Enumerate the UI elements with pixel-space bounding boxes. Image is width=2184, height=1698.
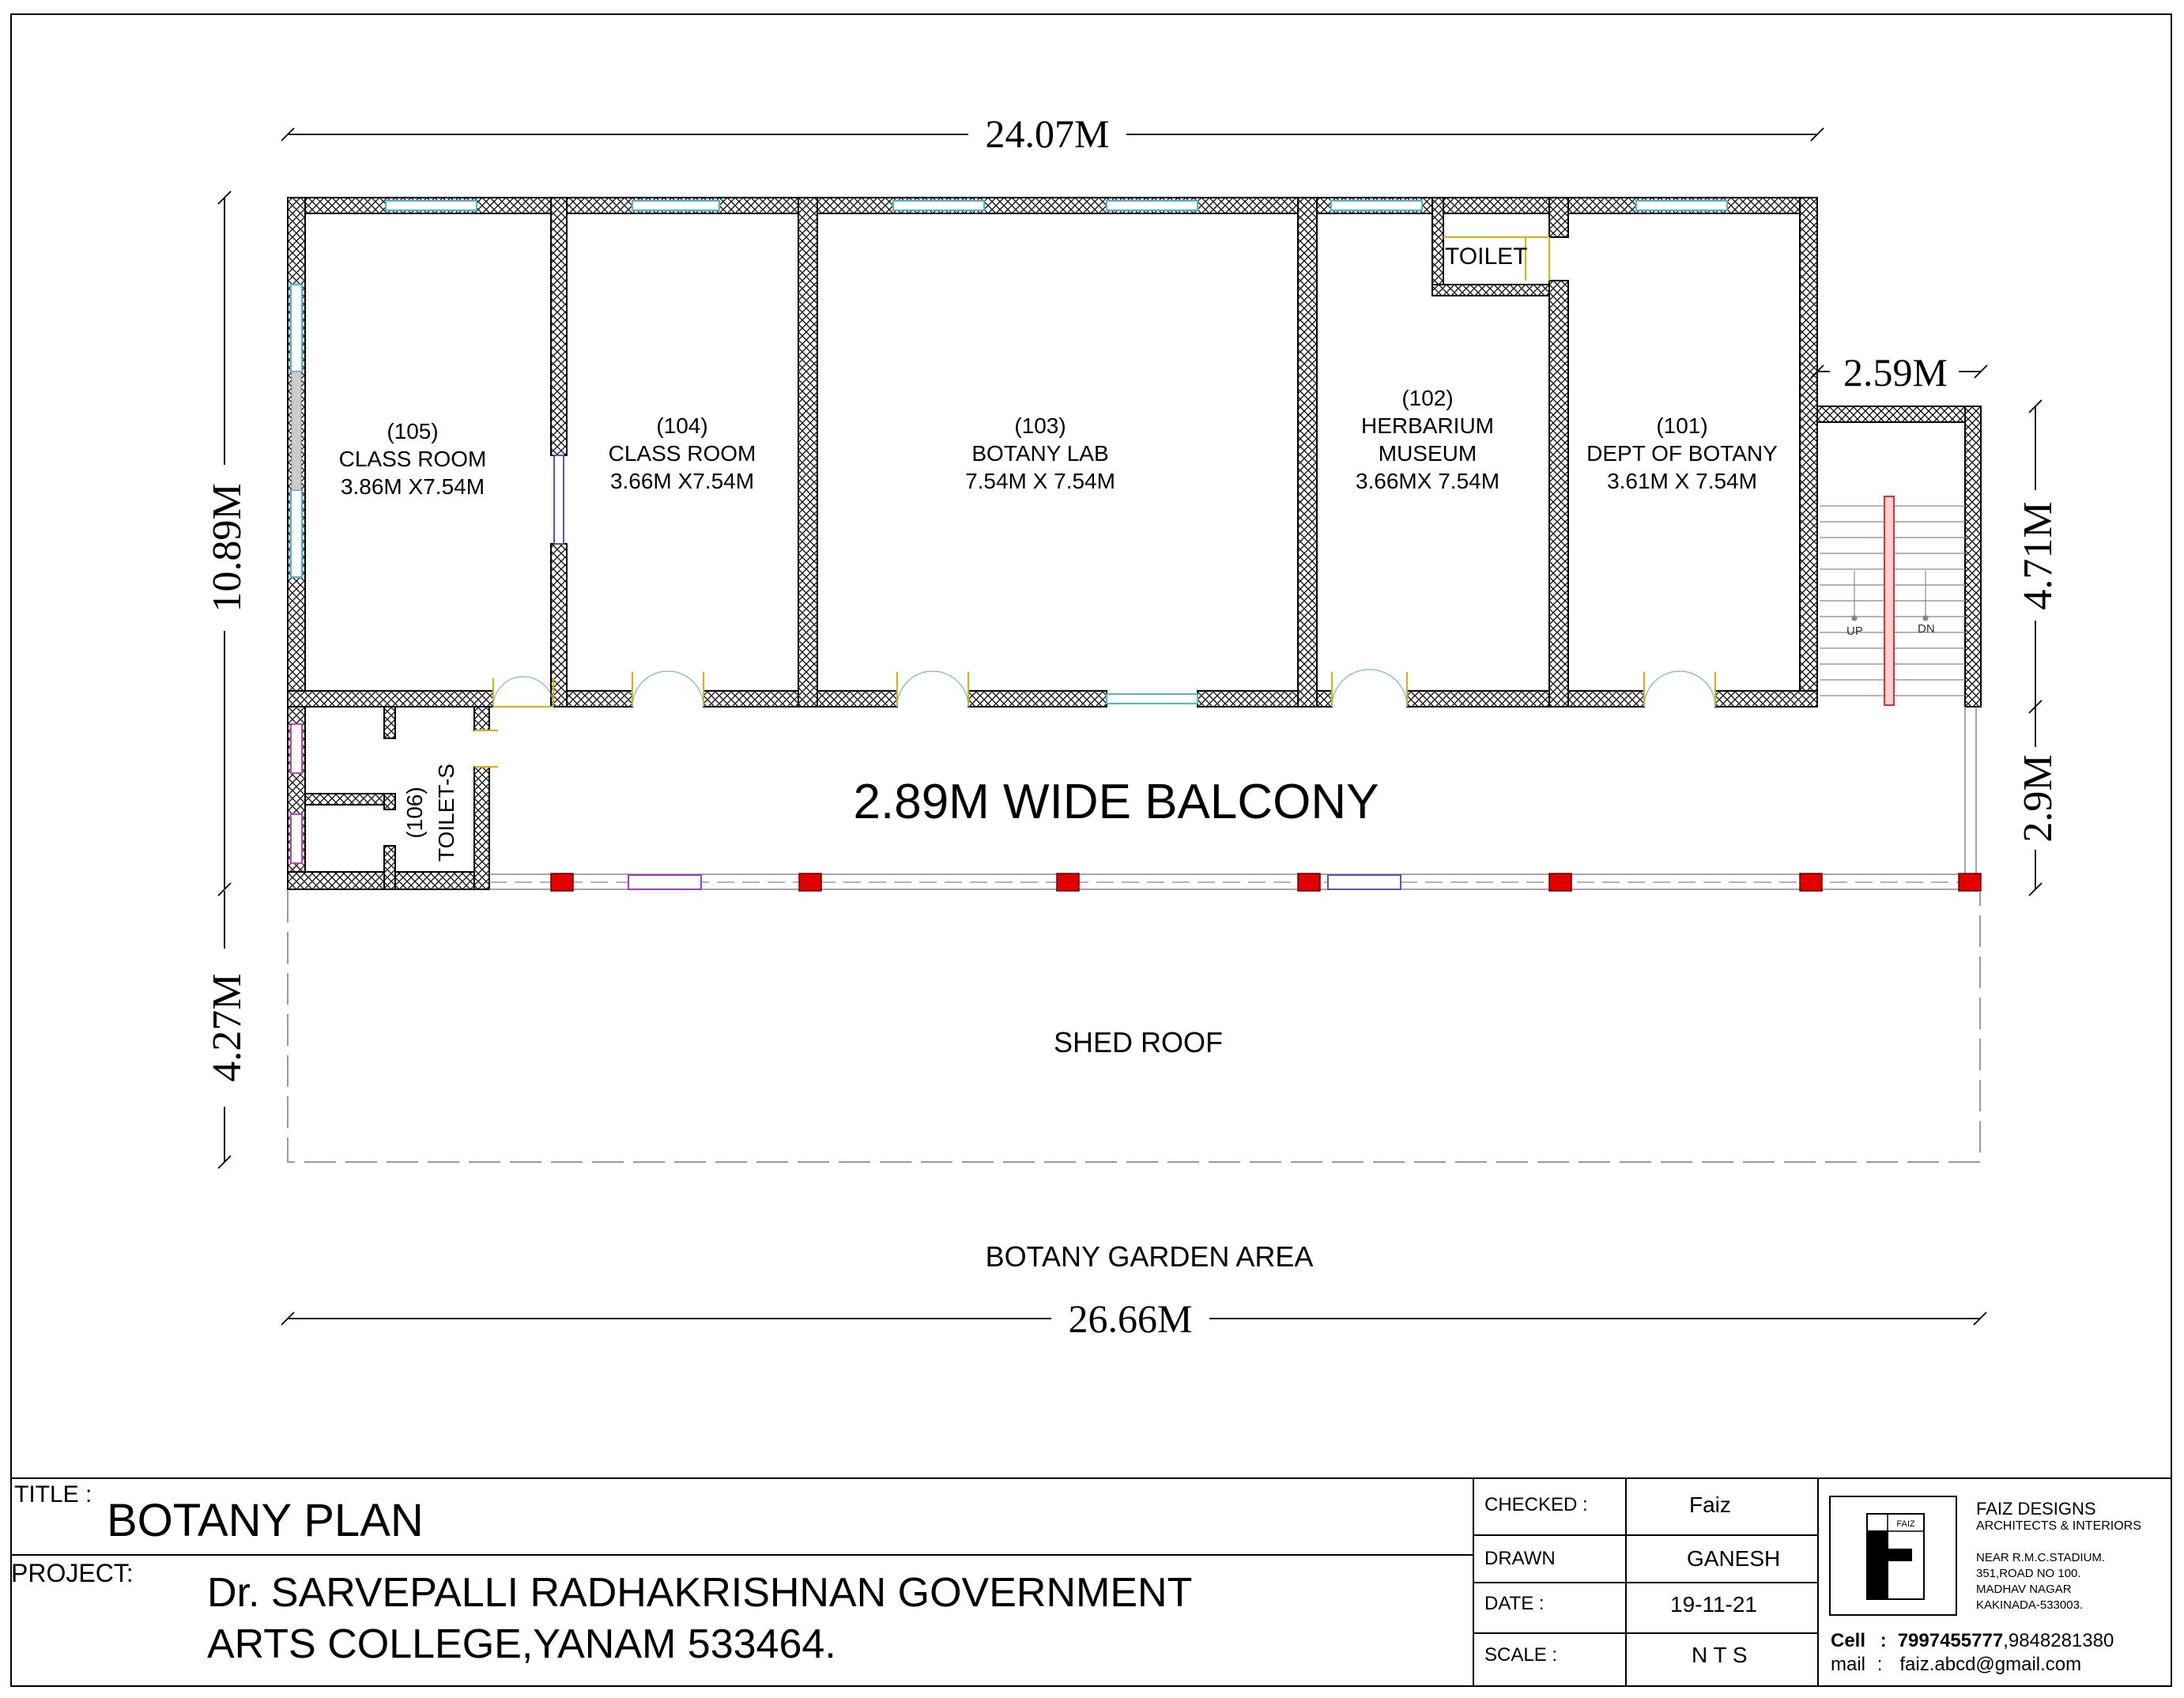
room-102-size: 3.66MX 7.54M <box>1355 469 1500 493</box>
dim-roof-depth: 4.27M <box>205 973 250 1082</box>
scale-value: N T S <box>1692 1643 1748 1667</box>
firm-address1: NEAR R.M.C.STADIUM. <box>1976 1551 2106 1564</box>
window-104-side <box>554 455 564 544</box>
scale-label: SCALE : <box>1484 1644 1558 1666</box>
toilet-label: TOILET <box>1445 243 1528 270</box>
room-101-name: DEPT OF BOTANY <box>1586 441 1778 466</box>
doors <box>474 237 1715 767</box>
room-101-label <box>1586 413 1778 493</box>
date-value: 19-11-21 <box>1670 1592 1758 1617</box>
cell-row <box>1831 1630 2114 1652</box>
room-103-label <box>965 413 1115 493</box>
room-106-label <box>402 764 458 862</box>
room-102-label <box>1356 386 1499 493</box>
sheet-border <box>11 14 2171 1686</box>
room-102-name2: MUSEUM <box>1378 441 1477 466</box>
dimension-lines <box>218 128 2042 1325</box>
firm-logo <box>1830 1496 1956 1615</box>
logo-text: FAIZ <box>1896 1519 1915 1529</box>
mail-row <box>1831 1654 2081 1676</box>
drawn-value: GANESH <box>1687 1546 1781 1571</box>
cell-sep: : <box>1880 1630 1887 1651</box>
title-label: TITLE : <box>14 1481 92 1507</box>
mail-value: faiz.abcd@gmail.com <box>1899 1654 2082 1675</box>
drawn-label: DRAWN <box>1484 1548 1556 1569</box>
dim-stair-height: 4.71M <box>2016 501 2061 610</box>
dim-bottom: 26.66M <box>1068 1296 1193 1341</box>
room-103-number: (103) <box>1014 413 1066 438</box>
room-101-size: 3.61M X 7.54M <box>1607 469 1757 493</box>
firm-name: FAIZ DESIGNS <box>1976 1499 2096 1519</box>
dim-top: 24.07M <box>985 111 1110 156</box>
dim-balcony-depth: 2.9M <box>2016 754 2061 843</box>
dim-left-height: 10.89M <box>205 483 250 613</box>
checked-value: Faiz <box>1689 1492 1731 1517</box>
cell-label: Cell <box>1831 1630 1866 1651</box>
project-line2: ARTS COLLEGE,YANAM 533464. <box>207 1621 836 1667</box>
mail-sep: : <box>1877 1654 1883 1675</box>
window-105-grey <box>292 372 301 490</box>
room-104-name: CLASS ROOM <box>608 441 756 466</box>
room-102-number: (102) <box>1401 386 1454 410</box>
room-104-number: (104) <box>656 413 708 438</box>
stair-rail <box>1884 496 1894 705</box>
room-104-label <box>609 413 756 493</box>
cell-value2: ,9848281380 <box>2003 1630 2114 1651</box>
firm-address4: KAKINADA-533003. <box>1976 1598 2084 1612</box>
firm-address3: MADHAV NAGAR <box>1976 1583 2072 1596</box>
room-105-size: 3.86M X7.54M <box>340 474 485 499</box>
room-103-name: BOTANY LAB <box>971 441 1109 466</box>
room-105-label <box>339 419 487 499</box>
checked-label: CHECKED : <box>1484 1494 1588 1515</box>
project-line1: Dr. SARVEPALLI RADHAKRISHNAN GOVERNMENT <box>207 1570 1193 1616</box>
stair-up-label: UP <box>1846 624 1863 638</box>
room-106-number: (106) <box>402 787 427 839</box>
staircase <box>1820 496 1965 705</box>
room-102-name1: HERBARIUM <box>1360 413 1495 438</box>
room-104-size: 3.66M X7.54M <box>609 469 755 493</box>
garden-label: BOTANY GARDEN AREA <box>985 1240 1314 1273</box>
cell-value: 7997455777 <box>1897 1630 2004 1651</box>
stair-down-label: DN <box>1918 622 1935 636</box>
mail-label: mail <box>1831 1654 1866 1675</box>
room-105-number: (105) <box>387 419 439 443</box>
dim-stair-width: 2.59M <box>1843 350 1948 394</box>
room-103-size: 7.54M X 7.54M <box>965 469 1115 493</box>
firm-address2: 351,ROAD NO 100. <box>1976 1567 2081 1580</box>
balcony-label: 2.89M WIDE BALCONY <box>853 775 1379 829</box>
room-105-name: CLASS ROOM <box>338 447 487 471</box>
drawing-title: BOTANY PLAN <box>107 1495 424 1546</box>
shed-roof-label: SHED ROOF <box>1053 1026 1224 1058</box>
firm-tagline: ARCHITECTS & INTERIORS <box>1976 1519 2141 1533</box>
date-label: DATE : <box>1484 1593 1545 1614</box>
room-101-number: (101) <box>1656 413 1708 438</box>
project-label: PROJECT: <box>11 1559 134 1587</box>
room-106-name: TOILET-S <box>434 764 458 862</box>
